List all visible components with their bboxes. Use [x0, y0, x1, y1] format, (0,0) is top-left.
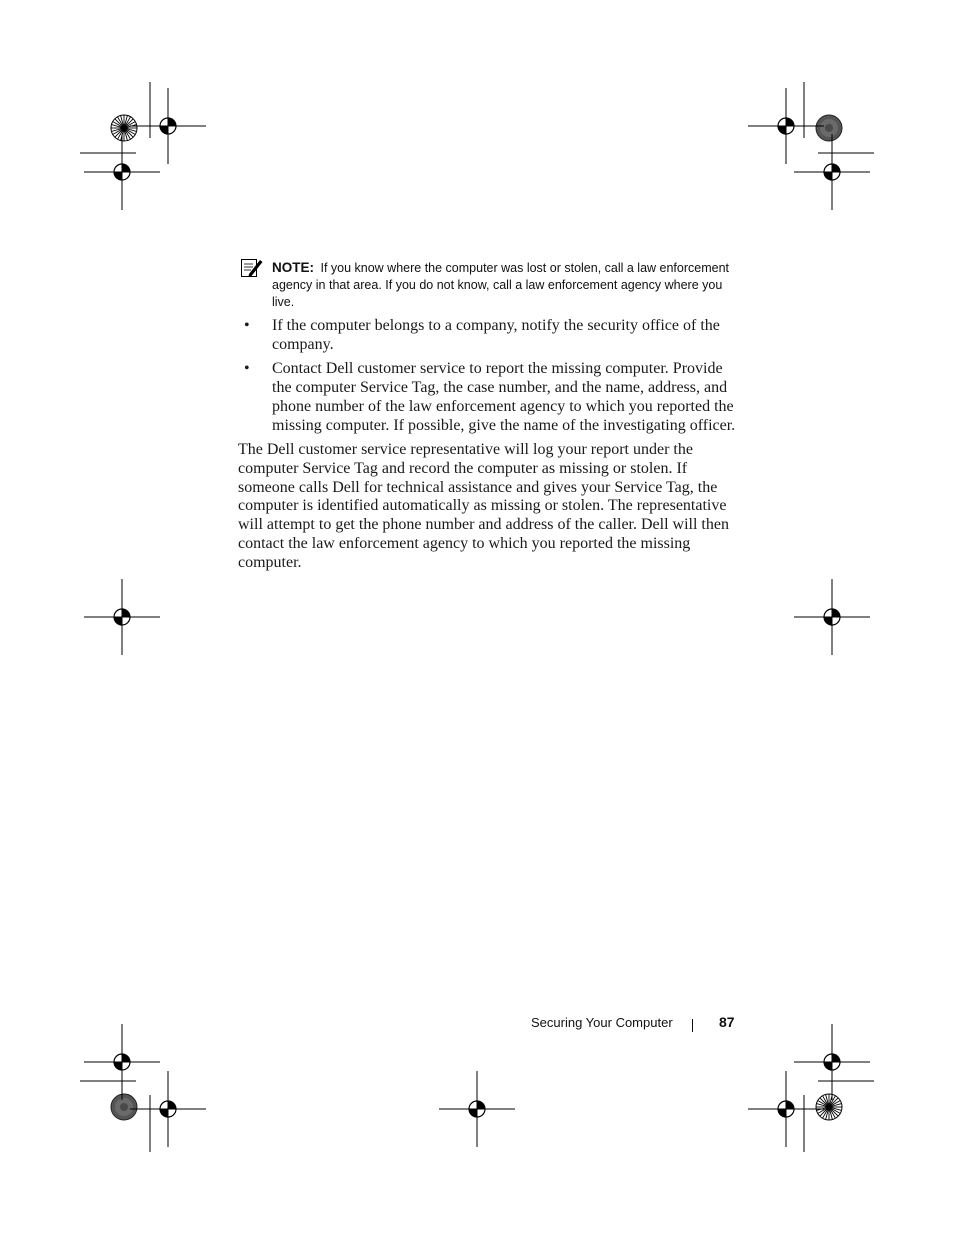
bullet-list: [244, 316, 744, 440]
list-item-text: If the computer belongs to a company, notify the security office of the company.: [272, 317, 720, 353]
list-item-text: Contact Dell customer service to report the missing computer. Provide the computer Service Tag, the case number, and the name, address, and phone number of the law enforcement agency to which you reported the missing computer. If possible, give the name of the investigating officer.: [272, 360, 736, 434]
body-paragraph: The Dell customer service representative will log your report under the computer Service Tag and record the computer as missing or stolen. If someone calls Dell for technical assistance and gives your Service Tag, the computer is identified automatically as missing or stolen. The representative will attempt to get the phone number and address of the caller. Dell will then contact the law enforcement agency to which you reported the missing computer.: [238, 441, 729, 571]
note-label: NOTE:: [272, 260, 314, 275]
pencil-icon: [241, 258, 263, 278]
note-text: If you know where the computer was lost or stolen, call a law enforcement agency in that area. If you do not know, call a law enforcement agency where you live.: [272, 261, 730, 309]
footer-divider: [692, 1019, 693, 1032]
footer-section-title: Securing Your Computer: [531, 1015, 673, 1030]
page-number: 87: [719, 1014, 735, 1030]
bullet-symbol: •: [244, 317, 250, 334]
bullet-symbol: •: [244, 360, 250, 377]
list-item: [244, 359, 744, 435]
list-item: [244, 316, 744, 354]
note-block: [272, 259, 742, 311]
